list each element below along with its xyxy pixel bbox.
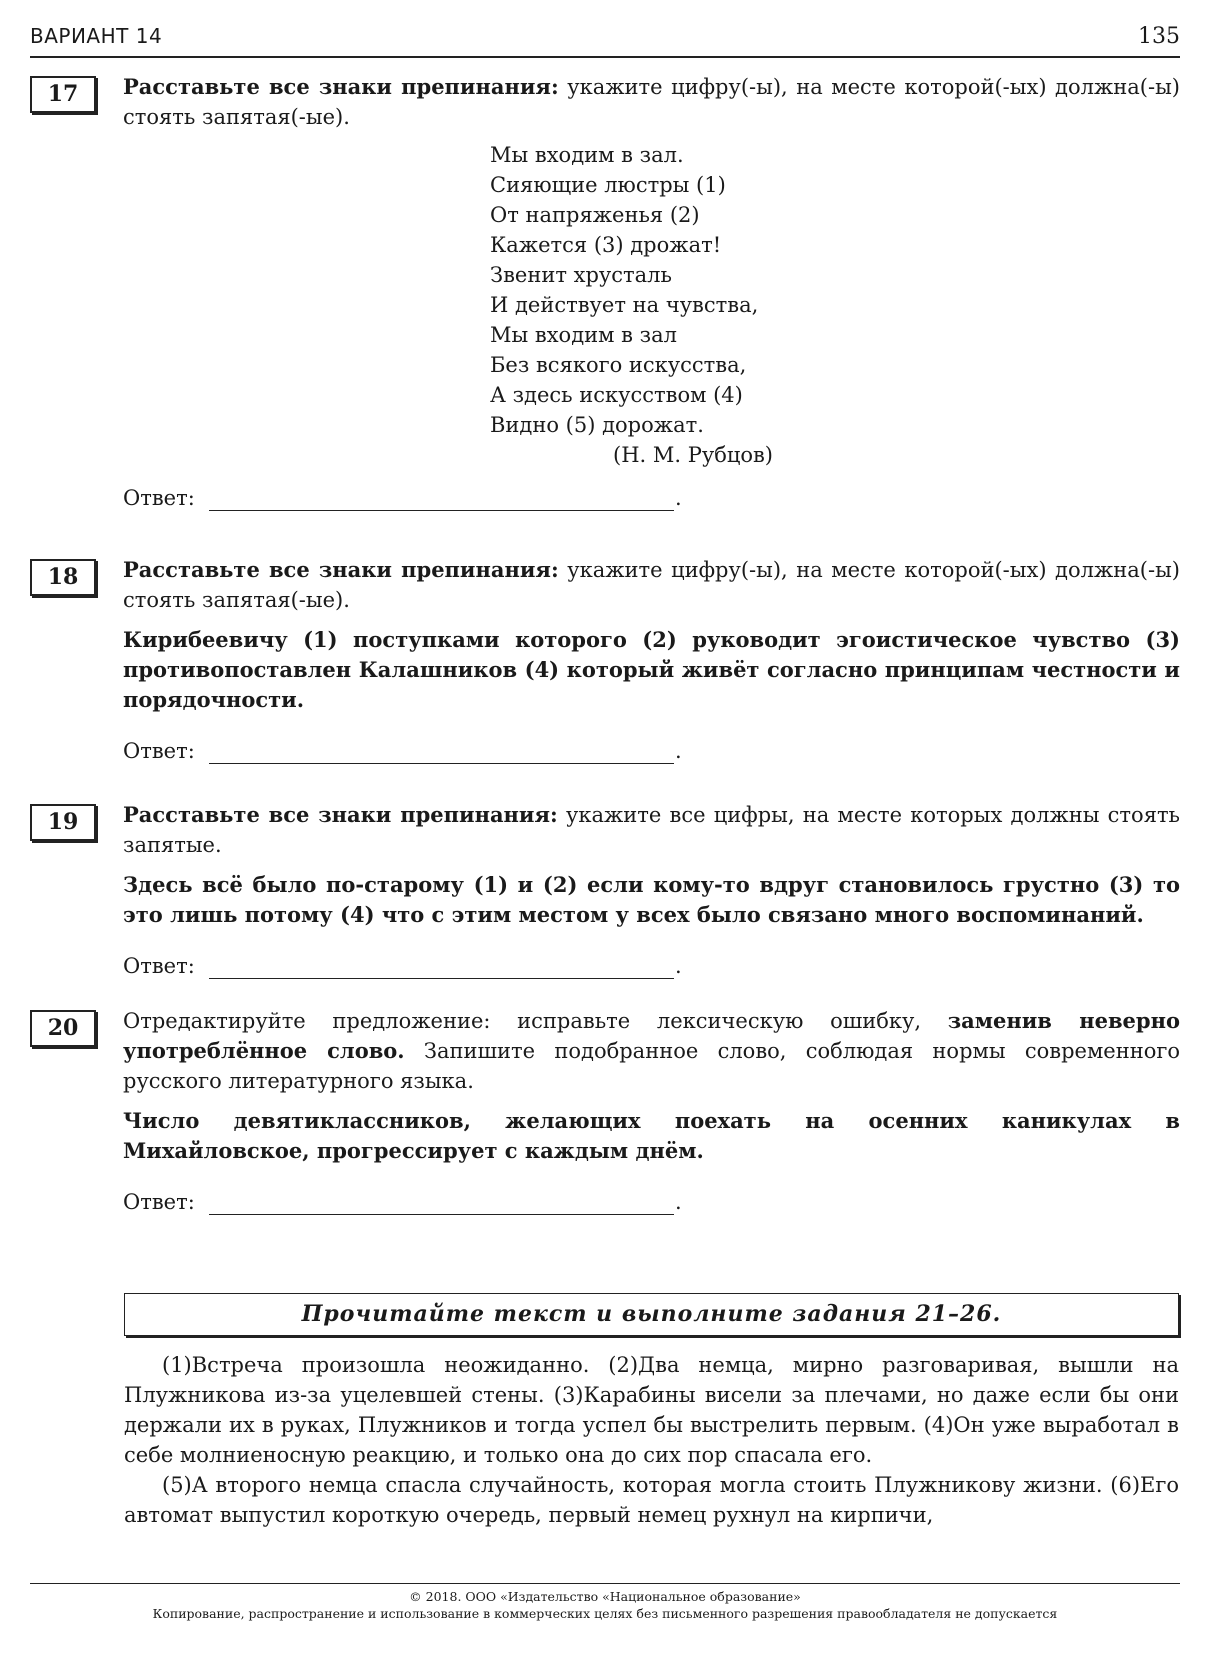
poem-line: Звенит хрусталь bbox=[490, 263, 672, 287]
poem-line: Сияющие люстры (1) bbox=[490, 173, 726, 197]
task-instruction: Расставьте все знаки препинания: укажите все цифры, на месте которых должны стоять запятые. bbox=[123, 802, 1180, 857]
task-number: 17 bbox=[30, 76, 96, 113]
answer-dot: . bbox=[675, 1190, 682, 1214]
answer-line[interactable] bbox=[209, 1214, 674, 1215]
answer-label: Ответ: bbox=[123, 739, 195, 763]
poem-line: Кажется (3) дрожат! bbox=[490, 233, 722, 257]
answer-line[interactable] bbox=[209, 978, 674, 979]
poem bbox=[490, 140, 1180, 470]
poem-line: А здесь искусством (4) bbox=[490, 383, 743, 407]
answer-field[interactable] bbox=[123, 482, 1180, 516]
task-number: 18 bbox=[30, 559, 96, 596]
footer-copyright: © 2018. ООО «Издательство «Национальное образование» bbox=[409, 1589, 801, 1604]
text-paragraph: (1)Встреча произошла неожиданно. (2)Два немца, мирно разговаривая, вышли на Плужникова из-за уцелевшей стены. (3)Карабины висели за плечами, но даже если бы они держали их в руках, Плужников и тогда успел бы выстрелить первым. (4)Он уже выработал в себе молниеносную реакцию, и только она до сих пор спасала его. bbox=[124, 1353, 1179, 1467]
task-sentence: Кирибеевичу (1) поступками которого (2) руководит эгоистическое чувство (3) противопоставлен Калашников (4) который живёт согласно принципам честности и порядочности. bbox=[123, 627, 1180, 712]
answer-label: Ответ: bbox=[123, 1190, 195, 1214]
task-number: 20 bbox=[30, 1010, 96, 1047]
footer-notice: Копирование, распространение и использование в коммерческих целях без письменного разрешения правообладателя не допускается bbox=[152, 1606, 1058, 1621]
answer-label: Ответ: bbox=[123, 486, 195, 510]
poem-line: От напряженья (2) bbox=[490, 203, 700, 227]
task-instruction: Расставьте все знаки препинания: укажите цифру(-ы), на месте которой(-ых) должна(-ы) стоять запятая(-ые). bbox=[123, 557, 1180, 612]
answer-dot: . bbox=[675, 739, 682, 763]
poem-author: (Н. М. Рубцов) bbox=[613, 443, 774, 467]
answer-field[interactable] bbox=[123, 950, 1180, 984]
answer-field[interactable] bbox=[123, 735, 1180, 769]
answer-dot: . bbox=[675, 954, 682, 978]
variant-title: ВАРИАНТ 14 bbox=[30, 24, 163, 48]
task-sentence: Число девятиклассников, желающих поехать на осенних каникулах в Михайловское, прогрессирует с каждым днём. bbox=[123, 1108, 1180, 1163]
poem-line: И действует на чувства, bbox=[490, 293, 759, 317]
task-sentence: Здесь всё было по-старому (1) и (2) если кому-то вдруг становилось грустно (3) то это лишь потому (4) что с этим местом у всех было связано много воспоминаний. bbox=[123, 872, 1180, 927]
poem-line: Без всякого искусства, bbox=[490, 353, 747, 377]
answer-dot: . bbox=[675, 486, 682, 510]
text-paragraph: (5)А второго немца спасла случайность, которая могла стоить Плужникову жизни. (6)Его автомат выпустил короткую очередь, первый немец рухнул на кирпичи, bbox=[124, 1473, 1179, 1527]
poem-line: Мы входим в зал bbox=[490, 323, 677, 347]
answer-line[interactable] bbox=[209, 510, 674, 511]
page-number: 135 bbox=[1138, 24, 1180, 49]
reading-instruction-box: Прочитайте текст и выполните задания 21–26. bbox=[124, 1293, 1179, 1336]
task-instruction: Расставьте все знаки препинания: укажите цифру(-ы), на месте которой(-ых) должна(-ы) стоять запятая(-ые). bbox=[123, 74, 1180, 129]
answer-line[interactable] bbox=[209, 763, 674, 764]
task-instruction: Отредактируйте предложение: исправьте лексическую ошибку, заменив неверно употреблённое слово. Запишите подобранное слово, соблюдая нормы современного русского литературного языка. bbox=[123, 1008, 1180, 1093]
reading-text bbox=[124, 1350, 1179, 1530]
page-footer bbox=[30, 1583, 1180, 1622]
page-header bbox=[30, 20, 1180, 58]
answer-label: Ответ: bbox=[123, 954, 195, 978]
poem-line: Мы входим в зал. bbox=[490, 143, 684, 167]
task-number: 19 bbox=[30, 804, 96, 841]
answer-field[interactable] bbox=[123, 1186, 1180, 1220]
poem-line: Видно (5) дорожат. bbox=[490, 413, 704, 437]
